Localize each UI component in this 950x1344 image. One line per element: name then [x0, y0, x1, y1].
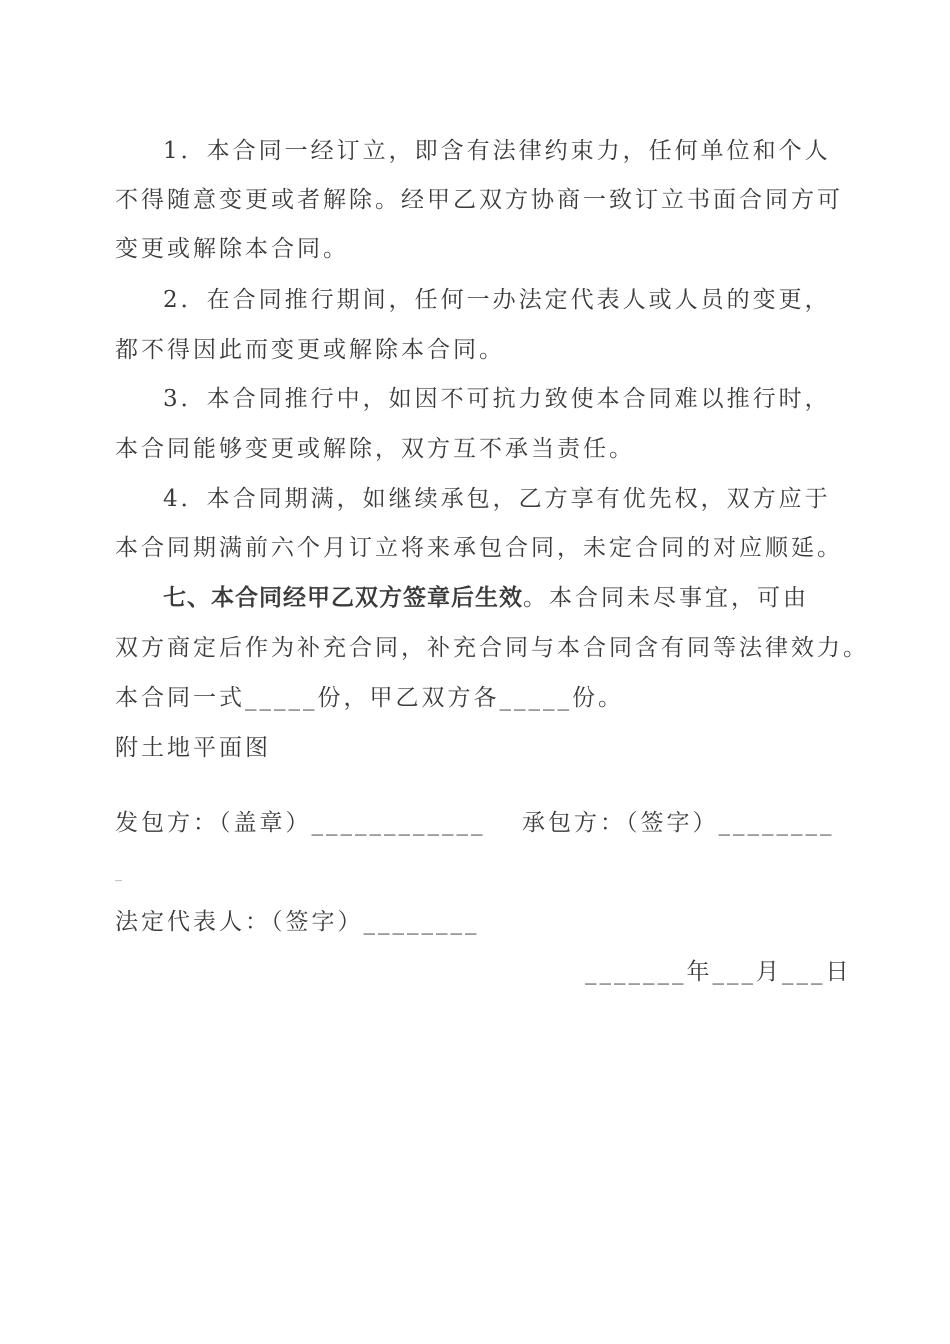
clause-2-line-2: 都不得因此而变更或解除本合同。: [115, 337, 505, 363]
contractor-signature-line: 承包方：（签字）________: [522, 810, 835, 836]
section-7-line-1-rest: 。本合同未尽事宜，可由: [523, 585, 809, 611]
clause-3-line-1: 3．本合同推行中，如因不可抗力致使本合同难以推行时，: [163, 386, 831, 412]
legal-representative-signature-line: 法定代表人：（签字）________: [115, 909, 480, 935]
signing-date-line: _______年___月___日: [585, 959, 852, 985]
section-7-line-2: 双方商定后作为补充合同，补充合同与本合同含有同等法律效力。: [115, 635, 869, 661]
clause-1-line-1: 1．本合同一经订立，即含有法律约束力，任何单位和个人: [163, 138, 831, 164]
section-7-heading: 七、本合同经甲乙双方签章后生效: [163, 585, 523, 611]
clause-3-line-2: 本合同能够变更或解除，双方互不承当责任。: [115, 436, 635, 462]
issuer-signature-line: 发包方：（盖章）____________: [115, 810, 486, 836]
section-7-line-3: 本合同一式_____份，甲乙双方各_____份。: [115, 685, 624, 711]
clause-4-line-2: 本合同期满前六个月订立将来承包合同，未定合同的对应顺延。: [115, 535, 843, 561]
clause-4-line-1: 4．本合同期满，如继续承包，乙方享有优先权，双方应于: [163, 486, 831, 512]
clause-2-line-1: 2．在合同推行期间，任何一办法定代表人或人员的变更，: [163, 287, 831, 313]
signature-overflow-mark: _: [115, 866, 122, 882]
clause-1-line-2: 不得随意变更或者解除。经甲乙双方协商一致订立书面合同方可: [115, 187, 843, 213]
section-7-line-1: [163, 583, 809, 613]
attachment-note: 附土地平面图: [115, 735, 271, 761]
clause-1-line-3: 变更或解除本合同。: [115, 236, 349, 262]
